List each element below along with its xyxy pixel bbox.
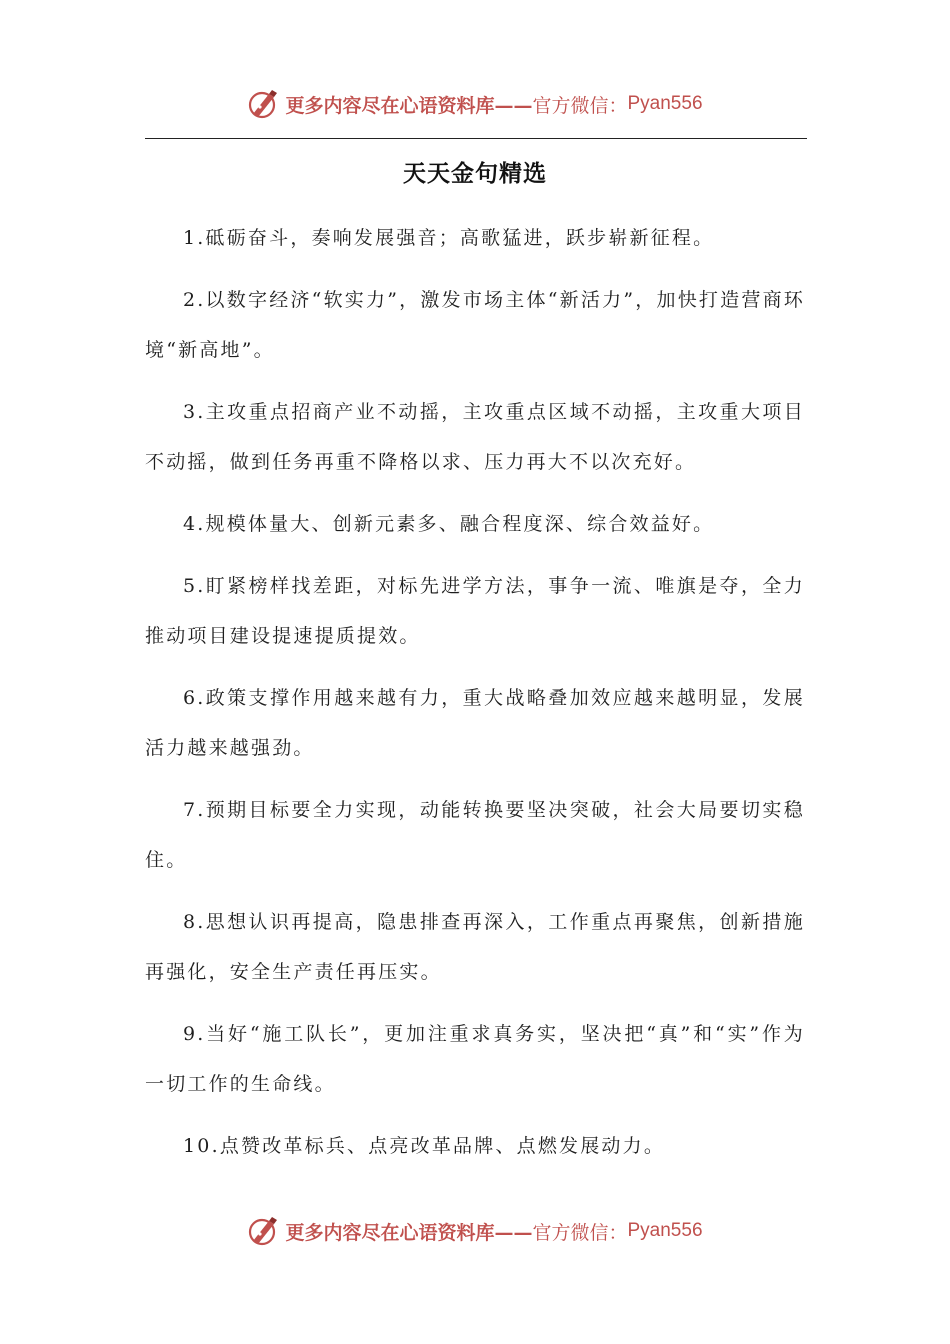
footer-brand-text: 更多内容尽在心语资料库—— bbox=[285, 1221, 533, 1244]
pen-circle-logo-icon bbox=[247, 88, 279, 120]
banner-wechat-id: Pyan556 bbox=[627, 93, 703, 114]
banner-brand-text: 更多内容尽在心语资料库—— bbox=[285, 94, 533, 117]
paragraph-3: 3.主攻重点招商产业不动摇，主攻重点区域不动摇，主攻重大项目不动摇，做到任务再重不降格以求、压力再大不以次充好。 bbox=[145, 401, 805, 473]
header-divider bbox=[145, 138, 807, 139]
paragraph-1: 1.砥砺奋斗，奏响发展强音；高歌猛进，跃步崭新征程。 bbox=[183, 227, 715, 249]
banner-wechat-label: 官方微信： bbox=[532, 94, 628, 117]
paragraph-2: 2.以数字经济“软实力”，激发市场主体“新活力”，加快打造营商环境“新高地”。 bbox=[145, 289, 805, 361]
paragraph-9: 9.当好“施工队长”，更加注重求真务实，坚决把“真”和“实”作为一切工作的生命线。 bbox=[145, 1023, 805, 1095]
footer-wechat-label: 官方微信： bbox=[532, 1221, 628, 1244]
paragraph-6: 6.政策支撑作用越来越有力，重大战略叠加效应越来越明显，发展活力越来越强劲。 bbox=[145, 687, 805, 759]
pen-circle-logo-icon bbox=[247, 1215, 279, 1247]
paragraph-8: 8.思想认识再提高，隐患排查再深入，工作重点再聚焦，创新措施再强化，安全生产责任再压实。 bbox=[145, 911, 805, 983]
paragraph-4: 4.规模体量大、创新元素多、融合程度深、综合效益好。 bbox=[183, 513, 715, 535]
header-banner bbox=[0, 86, 950, 122]
paragraph-7: 7.预期目标要全力实现，动能转换要坚决突破，社会大局要切实稳住。 bbox=[145, 799, 805, 871]
footer-wechat-id: Pyan556 bbox=[627, 1220, 703, 1241]
footer-banner bbox=[0, 1213, 950, 1249]
page-title: 天天金句精选 bbox=[403, 160, 547, 187]
document-body bbox=[145, 213, 805, 1183]
paragraph-10: 10.点赞改革标兵、点亮改革品牌、点燃发展动力。 bbox=[183, 1135, 666, 1157]
paragraph-5: 5.盯紧榜样找差距，对标先进学方法，事争一流、唯旗是夺，全力推动项目建设提速提质提效。 bbox=[145, 575, 805, 647]
